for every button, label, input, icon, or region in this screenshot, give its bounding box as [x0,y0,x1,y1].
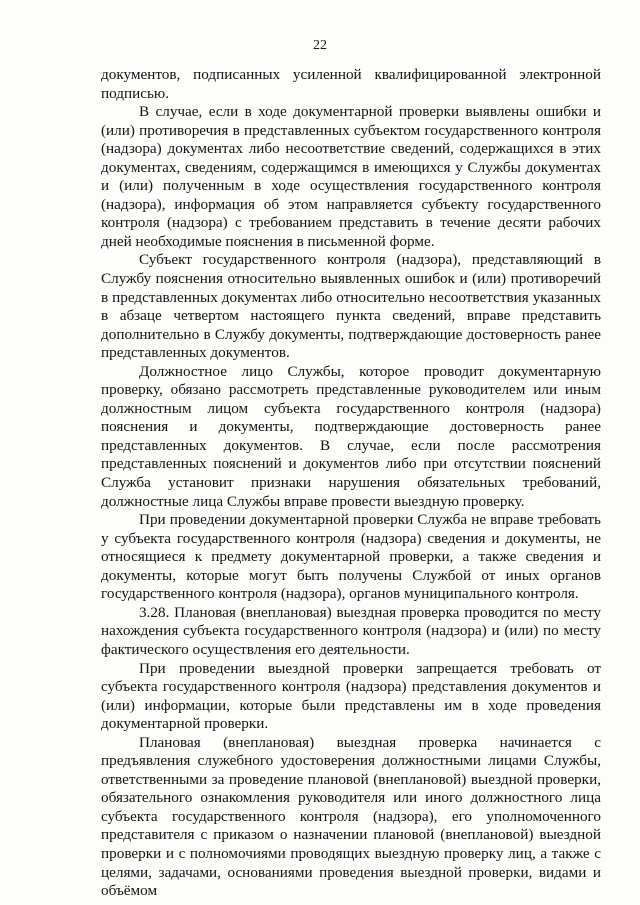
page-number: 22 [313,38,327,53]
paragraph-field-prohibition: При проведении выездной проверки запрещается требовать от субъекта государственного контроля (надзора) представления документов и (или) информации, которые были представлены им в ходе проведения документарной проверки. [101,659,601,733]
paragraph-official-review: Должностное лицо Службы, которое проводит документарную проверку, обязано рассмотреть представленные руководителем или иным должностным лицом субъекта государственного контроля (надзора) пояснения и документы, подтверждающие достоверность ранее представленных документов. В случае, если после рассмотрения представленных пояснений и документов либо при отсутствии пояснений Служба установит признаки нарушения обязательных требований, должностные лица Службы вправе провести выездную проверку. [101,362,601,510]
paragraph-subject-explanations: Субъект государственного контроля (надзора), представляющий в Службу пояснения относительно выявленных ошибок и (или) противоречий в представленных документах либо относительно несоответствия указанных в абзаце четвертом настоящего пункта сведений, вправе представить дополнительно в Службу документы, подтверждающие достоверность ранее представленных документов. [101,251,601,362]
paragraph-errors-found: В случае, если в ходе документарной проверки выявлены ошибки и (или) противоречия в представленных субъектом государственного контроля (надзора) документах либо несоответствие сведений, содержащихся в этих документах, сведениям, содержащимся в имеющихся у Службы документах и (или) полученным в ходе осуществления государственного контроля (надзора), информация об этом направляется субъекту государственного контроля (надзора) с требованием представить в течение десяти рабочих дней необходимые пояснения в письменной форме. [101,103,601,250]
paragraph-field-start: Плановая (внеплановая) выездная проверка начинается с предъявления служебного удостоверения должностными лицами Службы, ответственными за проведение плановой (внеплановой) выездной проверки, обязательного ознакомления руководителя или иного должностного лица субъекта государственного контроля (надзора), его уполномоченного представителя с приказом о назначении плановой (внеплановой) выездной проверки и с полномочиями проводящих выездную проверку лиц, а также с целями, задачами, основаниями проведения выездной проверки, видами и объёмом [101,733,601,900]
paragraph-restrictions: При проведении документарной проверки Служба не вправе требовать у субъекта государственного контроля (надзора) сведения и документы, не относящиеся к предмету документарной проверки, а также сведения и документы, которые могут быть получены Службой от иных органов государственного контроля (надзора), органов муниципального контроля. [101,511,601,603]
document-body [101,66,601,901]
paragraph-3-28: 3.28. Плановая (внеплановая) выездная проверка проводится по месту нахождения субъекта государственного контроля (надзора) и (или) по месту фактического осуществления его деятельности. [101,603,601,658]
paragraph-continuation: документов, подписанных усиленной квалифицированной электронной подписью. [101,66,601,102]
